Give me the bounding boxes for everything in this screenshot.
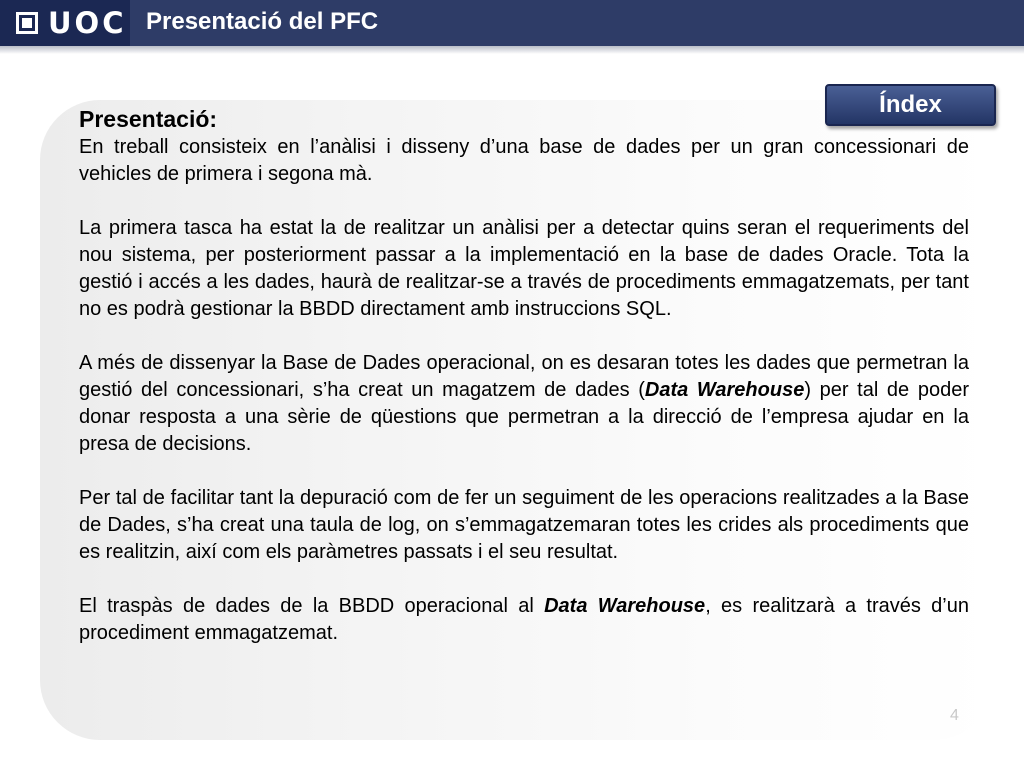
paragraph-3-text-b: ) per tal de poder donar resposta a una sèrie de qüestions que permetran a la direcció de l’empresa ajudar en la presa de decisions. <box>79 379 969 455</box>
paragraph-5-text-a: El traspàs de dades de la BBDD operacional al <box>79 595 545 617</box>
paragraph-2: La primera tasca ha estat la de realitzar un anàlisi per a detectar quins seran el requeriments del nou sistema, per posteriorment passar a la implementació en la base de dades Oracle. Tota la gestió i accés a les dades, haurà de realitzar-se a través de procediments emmagatzemats, per tant no es podrà gestionar la BBDD directament amb instruccions SQL. <box>79 217 969 320</box>
section-heading: Presentació: <box>79 106 218 132</box>
page-number: 4 <box>950 707 959 724</box>
slide-content <box>79 104 969 647</box>
paragraph-3-text-a: A més de dissenyar la Base de Dades operacional, on es desaran totes les dades que permetran la gestió del concessionari, s’ha creat un magatzem de dades ( <box>79 352 969 401</box>
paragraph-5-text-b: , es realitzarà a través d’un procediment emmagatzemat. <box>79 595 969 644</box>
index-button[interactable]: Índex <box>825 84 996 126</box>
paragraph-1: En treball consisteix en l’anàlisi i disseny d’una base de dades per un gran concessionari de vehicles de primera i segona mà. <box>79 136 969 185</box>
header-shadow <box>0 46 1024 54</box>
paragraph-4: Per tal de facilitar tant la depuració com de fer un seguiment de les operacions realitzades a la Base de Dades, s’ha creat una taula de log, on s’emmagatzemaran totes les crides als procediments que es realitzin, així com els paràmetres passats i el seu resultat. <box>79 487 969 563</box>
page-title: Presentació del PFC <box>146 8 379 35</box>
logo-text: UOC <box>48 6 127 40</box>
data-warehouse-term: Data Warehouse <box>644 379 805 401</box>
uoc-logo <box>16 8 126 38</box>
logo-square-icon <box>16 12 38 34</box>
paragraph-5 <box>79 593 969 647</box>
data-warehouse-term: Data Warehouse <box>544 595 706 617</box>
header-bar <box>0 0 1024 46</box>
paragraph-3 <box>79 350 969 458</box>
